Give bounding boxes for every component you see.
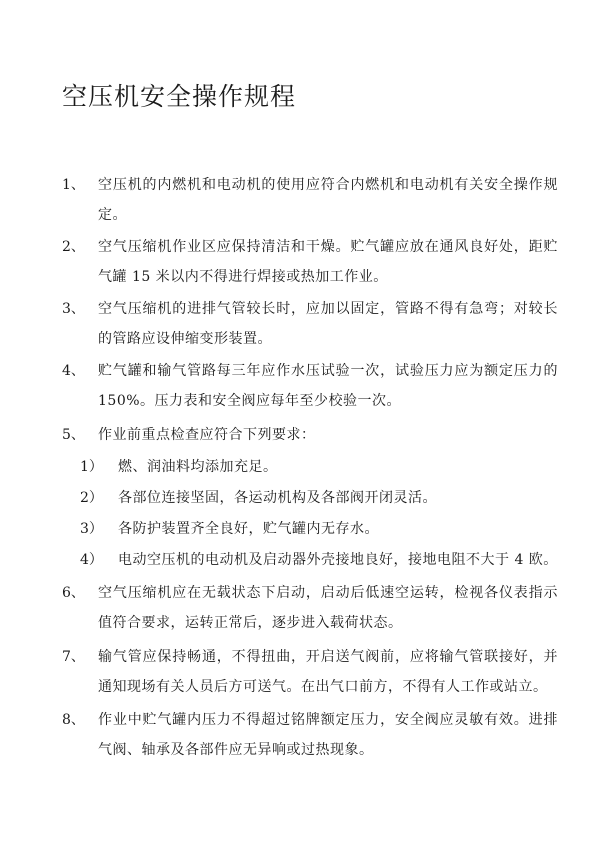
item-text: 空气压缩机的进排气管较长时，应加以固定，管路不得有急弯；对较长的管路应设伸缩变形装置。 — [98, 301, 558, 347]
item-text: 空气压缩机作业区应保持清洁和干燥。贮气罐应放在通风良好处，距贮气罐 15 米以内不得进行焊接或热加工作业。 — [98, 239, 558, 285]
item-number: 2） — [80, 490, 103, 506]
item-text: 输气管应保持畅通，不得扭曲，开启送气阀前，应将输气管联接好，并通知现场有关人员后方可送气。在出气口前方，不得有人工作或站立。 — [98, 649, 558, 695]
item-number: 4、 — [62, 363, 85, 379]
item-number: 8、 — [62, 712, 85, 728]
page-title: 空压机安全操作规程 — [62, 82, 297, 111]
item-text: 作业前重点检查应符合下列要求： — [98, 427, 316, 443]
item-number: 2、 — [62, 239, 85, 255]
item-text: 贮气罐和输气管路每三年应作水压试验一次，试验压力应为额定压力的 150%。压力表和安全阀应每年至少校验一次。 — [98, 363, 558, 409]
item-text: 各部位连接坚固，各运动机构及各部阀开闭灵活。 — [118, 490, 437, 506]
item-number: 1、 — [62, 177, 85, 193]
item-number: 3） — [80, 521, 103, 537]
item-number: 6、 — [62, 585, 85, 601]
item-number: 4） — [80, 552, 103, 568]
item-text: 作业中贮气罐内压力不得超过铭牌额定压力，安全阀应灵敏有效。进排气阀、轴承及各部件应无异响或过热现象。 — [98, 712, 558, 758]
item-text: 空气压缩机应在无载状态下启动，启动后低速空运转，检视各仪表指示值符合要求，运转正常后，逐步进入载荷状态。 — [98, 585, 558, 631]
item-number: 3、 — [62, 301, 85, 317]
item-number: 5、 — [62, 427, 85, 443]
item-number: 1） — [80, 459, 103, 475]
item-text: 电动空压机的电动机及启动器外壳接地良好，接地电阻不大于 4 欧。 — [118, 552, 558, 568]
item-number: 7、 — [62, 649, 85, 665]
item-text: 燃、润油料均添加充足。 — [118, 459, 278, 475]
item-text: 空压机的内燃机和电动机的使用应符合内燃机和电动机有关安全操作规定。 — [98, 177, 558, 223]
item-text: 各防护装置齐全良好，贮气罐内无存水。 — [118, 521, 379, 537]
